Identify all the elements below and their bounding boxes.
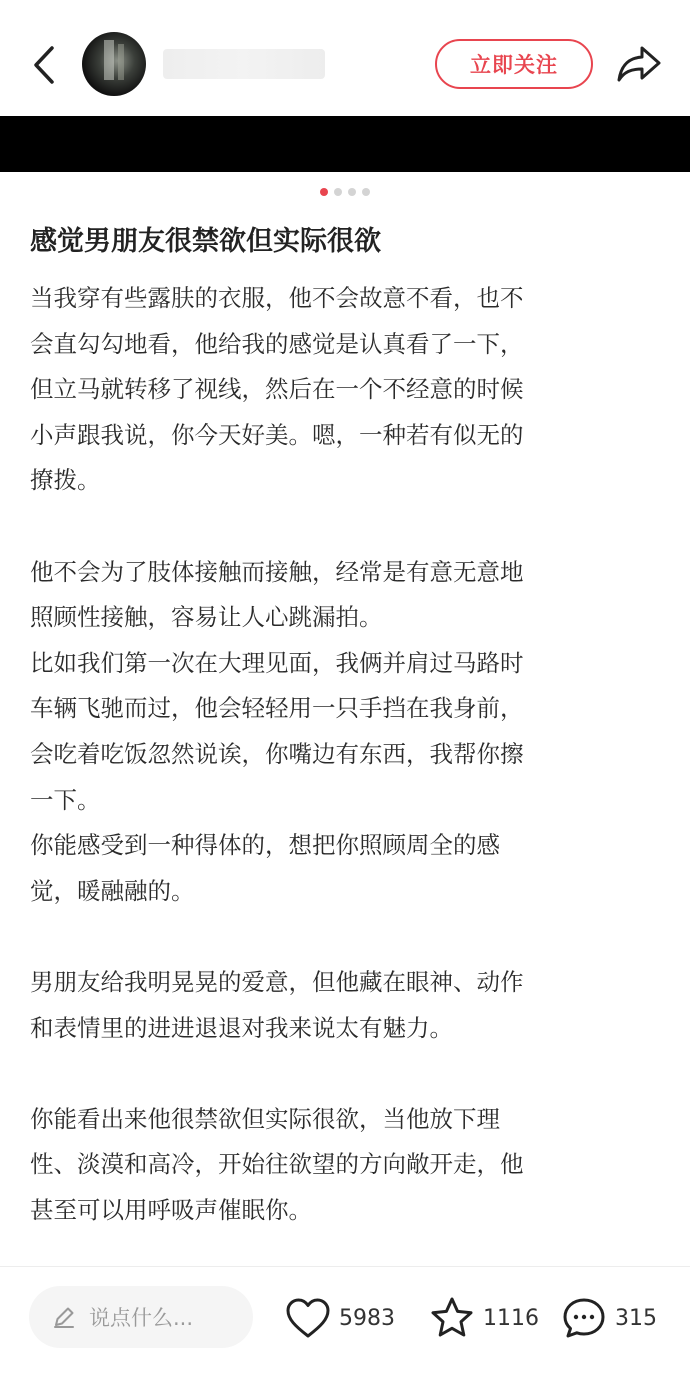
bottom-action-bar	[0, 1267, 690, 1389]
paragraph-spacer	[30, 504, 660, 550]
like-button[interactable]	[285, 1291, 395, 1345]
share-icon	[615, 42, 663, 86]
comment-placeholder: 说点什么...	[89, 1306, 194, 1330]
comment-bubble-icon	[561, 1296, 607, 1340]
comment-input[interactable]	[29, 1286, 253, 1348]
heart-icon	[285, 1297, 331, 1339]
comment-count: 315	[615, 1305, 657, 1331]
pencil-icon	[51, 1304, 77, 1330]
follow-button[interactable]: 立即关注	[435, 39, 593, 89]
collect-button[interactable]	[429, 1291, 539, 1345]
like-count: 5983	[339, 1305, 395, 1331]
post-body	[30, 276, 660, 1233]
back-button[interactable]	[26, 40, 62, 90]
image-carousel[interactable]	[0, 116, 690, 172]
carousel-dot	[362, 188, 370, 196]
carousel-dot	[334, 188, 342, 196]
carousel-dot	[348, 188, 356, 196]
post-paragraph: 你能看出来他很禁欲但实际很欲，当他放下理 性、淡漠和高冷，开始往欲望的方向敞开走，他 甚至可以用呼吸声催眠你。	[30, 1104, 524, 1224]
share-button[interactable]	[615, 42, 663, 86]
star-icon	[429, 1296, 475, 1340]
carousel-dot-active	[320, 188, 328, 196]
chevron-left-icon	[26, 40, 62, 90]
author-avatar[interactable]	[82, 32, 146, 96]
comment-button[interactable]	[561, 1291, 657, 1345]
post-title: 感觉男朋友很禁欲但实际很欲	[30, 226, 381, 257]
post-paragraph: 男朋友给我明晃晃的爱意，但他藏在眼神、动作 和表情里的进进退退对我来说太有魅力。	[30, 967, 524, 1042]
carousel-indicator	[0, 188, 690, 198]
author-name-redacted[interactable]	[163, 49, 325, 79]
post-paragraph: 当我穿有些露肤的衣服，他不会故意不看，也不 会直勾勾地看，他给我的感觉是认真看了一下， 但立马就转移了视线，然后在一个不经意的时候 小声跟我说，你今天好美。嗯，一种若有似无的 撩拨。	[30, 284, 524, 495]
paragraph-spacer	[30, 1051, 660, 1097]
paragraph-spacer	[30, 914, 660, 960]
collect-count: 1116	[483, 1305, 539, 1331]
top-nav-bar	[0, 0, 690, 116]
post-paragraph: 他不会为了肢体接触而接触，经常是有意无意地 照顾性接触，容易让人心跳漏拍。 比如我们第一次在大理见面，我俩并肩过马路时 车辆飞驰而过，他会轻轻用一只手挡在我身前， 会吃着吃饭忽然说诶，你嘴边有东西，我帮你擦 一下。 你能感受到一种得体的，想把你照顾周全的感 觉，暖融融的。	[30, 557, 524, 905]
